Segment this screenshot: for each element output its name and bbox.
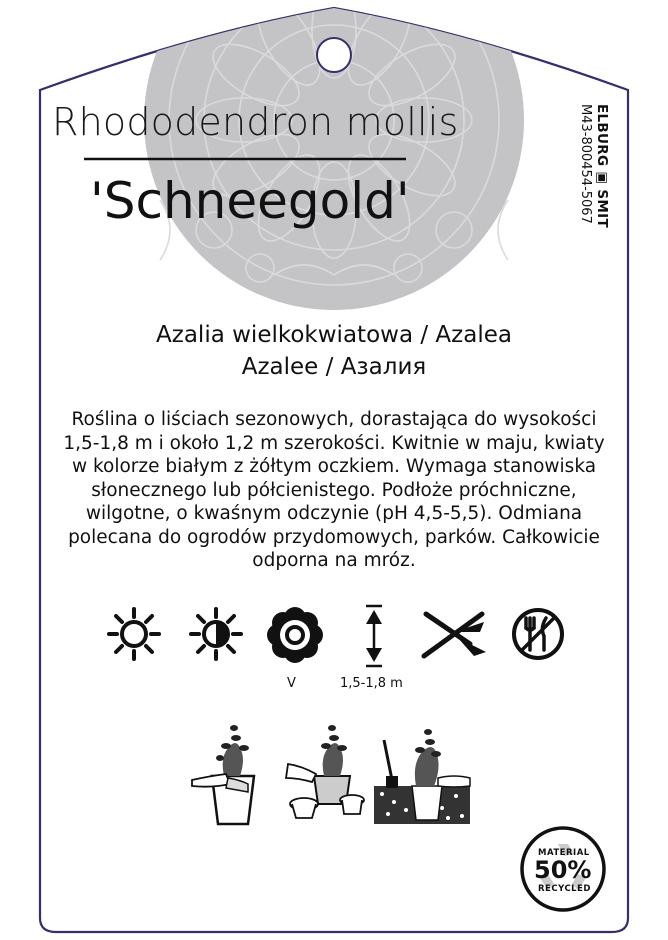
recycle-line3: RECYCLED [538,884,591,894]
height-value: 1,5-1,8 m [340,676,403,691]
height-arrow-icon [362,604,386,668]
not-edible-icon [510,606,566,662]
half-shade-icon [188,606,244,662]
recycle-line2: 50% [534,856,592,884]
soak-rootball-icon [284,720,370,820]
plant-in-soil-icon [372,720,472,826]
product-code: M43-800454-5067 [578,104,593,224]
plant-description: Roślina o liściach sezonowych, dorastająca do wysokości 1,5-1,8 m i około 1,2 m szerokości. Kwitnie w maju, kwiaty w kolorze białym z żółtym oczkiem. Wymaga stanowiska słonecznego lub półcienistego. Podłoże próchniczne, wilgotne, o kwaśnym odczynie (pH 4,5-5,5). Odmiana polecana do ogrodów przydomowych, parków. Całkowicie odporna na mróz. [63,409,605,571]
pruning-shears-icon [420,608,490,660]
cultivar-name: 'Schneegold' [90,172,410,230]
common-names-line1: Azalia wielkokwiatowa / Azalea [156,322,512,348]
hang-hole [317,38,351,72]
common-names-line2: Azalee / Азалия [241,354,427,380]
latin-name: Rhododendron mollis [52,100,459,144]
recycle-line1: MATERIAL [538,848,590,858]
flowering-month: V [287,676,296,691]
brand-name: ELBURG ▣ SMIT [594,104,610,228]
flower-icon [266,606,324,664]
remove-pot-icon [190,720,270,830]
sun-icon [106,606,162,662]
